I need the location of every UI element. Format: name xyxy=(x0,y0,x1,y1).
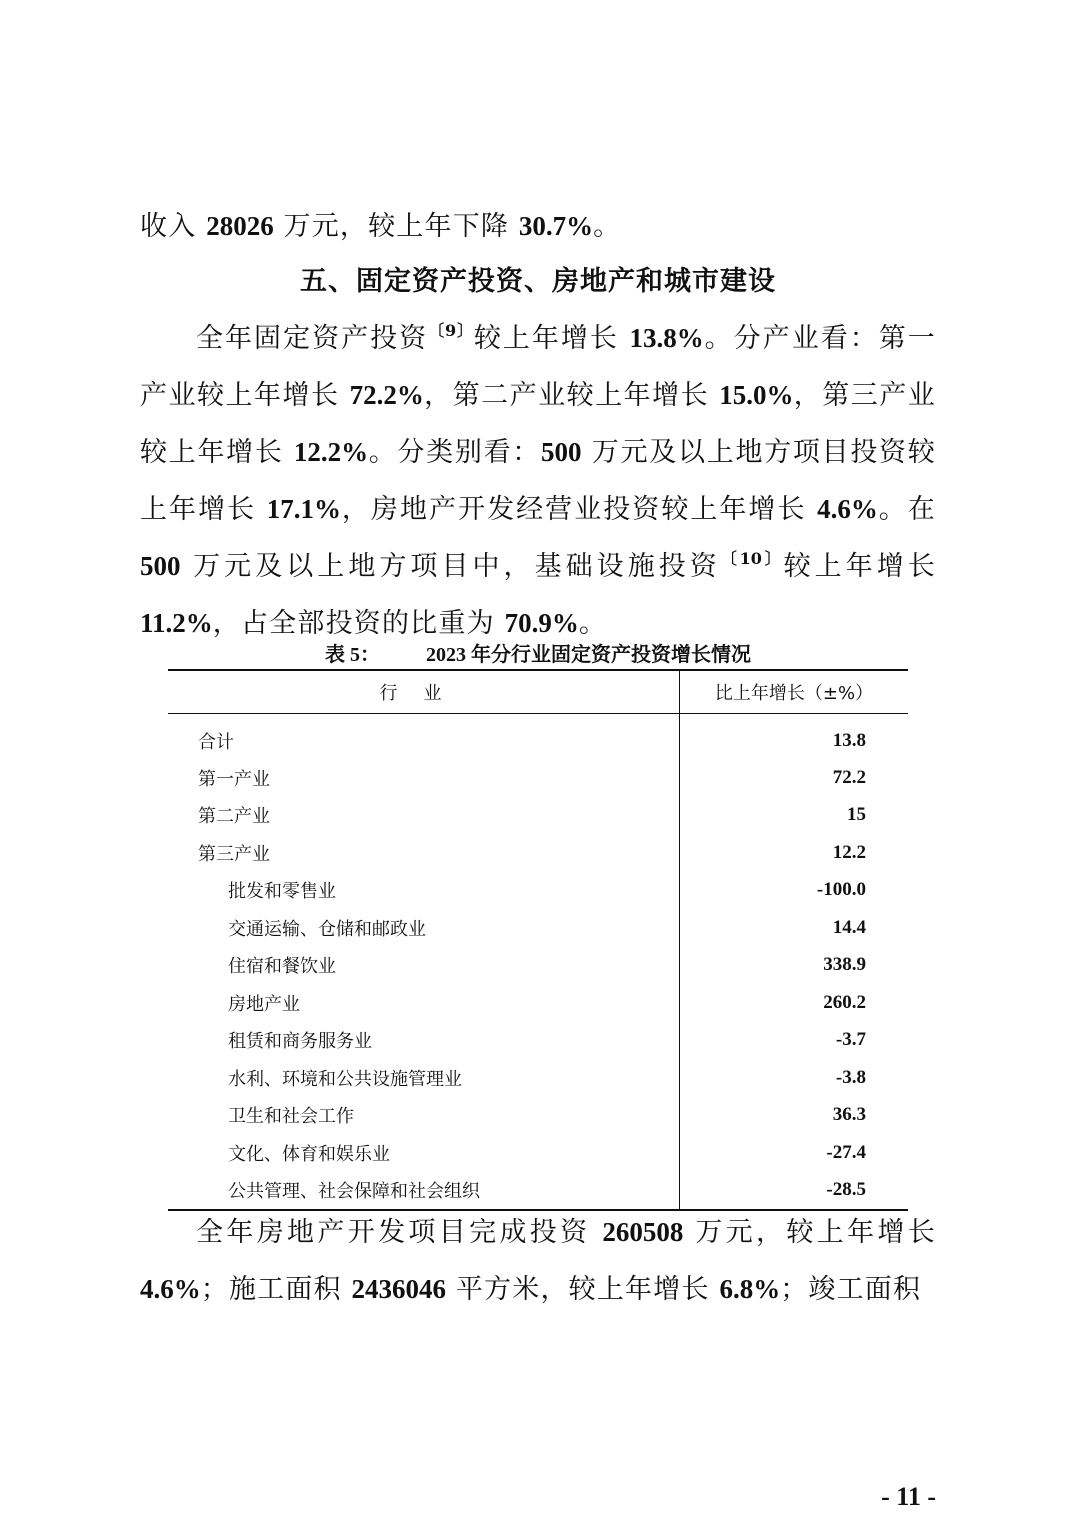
text: 万元，较上年下降 xyxy=(283,211,510,242)
industry-name: 卫生和社会工作 xyxy=(168,1097,680,1135)
text: 万元及以上地方项目中，基础设施投资 xyxy=(193,551,721,582)
growth-value: -27.4 xyxy=(826,1141,866,1163)
text: ，房地产开发经营业投资较上年增长 xyxy=(341,494,807,525)
footnote-ref: 〔9〕 xyxy=(428,321,474,340)
industry-name: 交通运输、仓储和邮政业 xyxy=(168,909,680,947)
number: 11.2% xyxy=(140,608,213,638)
table-row xyxy=(168,834,908,872)
table-row xyxy=(168,872,908,910)
number: 28026 xyxy=(206,211,274,241)
industry-name: 水利、环境和公共设施管理业 xyxy=(168,1059,680,1097)
footnote-ref: 〔10〕 xyxy=(720,549,784,568)
industry-name: 住宿和餐饮业 xyxy=(168,947,680,985)
number: 4.6% xyxy=(140,1274,201,1304)
industry-name: 房地产业 xyxy=(168,984,680,1022)
text: 万元，较上年增长 xyxy=(695,1217,936,1248)
number: 6.8% xyxy=(719,1274,781,1304)
table-row xyxy=(168,1059,908,1097)
text: 较上年增长 xyxy=(783,551,936,582)
text: ，第二产业较上年增长 xyxy=(423,380,710,411)
text: 万元及以上地方项目投资较上年增长 xyxy=(140,437,936,525)
text: 。分产业看：第一产业较上年增长 xyxy=(140,323,936,411)
growth-value: -28.5 xyxy=(826,1179,866,1201)
header-industry: 行业 xyxy=(168,670,680,714)
paragraph-real-estate xyxy=(140,1204,936,1318)
table-number: 表 5： xyxy=(325,644,380,666)
text: 平方米，较上年增长 xyxy=(455,1274,710,1305)
number: 13.8% xyxy=(629,323,704,353)
text: 。 xyxy=(578,608,608,639)
investment-growth-table xyxy=(168,669,908,1211)
growth-value: 14.4 xyxy=(832,916,866,938)
growth-value: 13.8 xyxy=(832,729,866,751)
text: ；竣工面积 xyxy=(780,1274,922,1305)
text: 较上年增长 xyxy=(473,323,619,354)
table-row xyxy=(168,1097,908,1135)
table-row xyxy=(168,714,908,760)
section-heading: 五、固定资产投资、房地产和城市建设 xyxy=(300,266,776,297)
growth-value: 15 xyxy=(847,804,866,826)
number: 70.9% xyxy=(504,608,579,638)
table-caption xyxy=(168,640,908,670)
industry-name: 第二产业 xyxy=(168,797,680,835)
text: ，第三产业较上年增长 xyxy=(140,380,936,468)
number: 500 xyxy=(541,437,582,467)
number: 260508 xyxy=(602,1217,684,1247)
table-row xyxy=(168,759,908,797)
paragraph-revenue xyxy=(140,198,936,255)
text: 。 xyxy=(593,211,622,242)
growth-value: -100.0 xyxy=(816,879,866,901)
number: 72.2% xyxy=(349,380,424,410)
industry-name: 公共管理、社会保障和社会组织 xyxy=(168,1172,680,1211)
growth-value: -3.8 xyxy=(835,1066,866,1088)
table-row xyxy=(168,1134,908,1172)
number: 17.1% xyxy=(266,494,342,524)
paragraph-fixed-asset-investment xyxy=(140,310,936,652)
text: ；施工面积 xyxy=(200,1274,342,1305)
text: ，占全部投资的比重为 xyxy=(212,608,495,639)
text: 全年固定资产投资 xyxy=(196,323,429,354)
growth-value: 36.3 xyxy=(832,1104,866,1126)
text: 全年房地产开发项目完成投资 xyxy=(196,1217,591,1248)
industry-name: 批发和零售业 xyxy=(168,872,680,910)
number: 4.6% xyxy=(817,494,878,524)
growth-value: 72.2 xyxy=(832,766,866,788)
number: 30.7% xyxy=(518,211,594,241)
number: 500 xyxy=(140,551,181,581)
table-header-row xyxy=(168,670,908,714)
industry-name: 租赁和商务服务业 xyxy=(168,1022,680,1060)
table-title: 2023 年分行业固定资产投资增长情况 xyxy=(426,644,751,666)
page-number: - 11 - xyxy=(881,1482,936,1511)
industry-name: 合计 xyxy=(168,714,680,760)
number: 15.0% xyxy=(719,380,794,410)
header-growth: 比上年增长（±%） xyxy=(680,670,909,714)
table-row xyxy=(168,909,908,947)
table-row xyxy=(168,947,908,985)
growth-value: -3.7 xyxy=(835,1029,866,1051)
industry-name: 第一产业 xyxy=(168,759,680,797)
text: 。分类别看： xyxy=(368,437,542,468)
growth-value: 260.2 xyxy=(823,991,866,1013)
table-row xyxy=(168,984,908,1022)
table-row xyxy=(168,1022,908,1060)
growth-value: 338.9 xyxy=(823,954,866,976)
text: 收入 xyxy=(140,211,197,242)
table-row xyxy=(168,797,908,835)
industry-name: 第三产业 xyxy=(168,834,680,872)
number: 12.2% xyxy=(293,437,369,467)
industry-name: 文化、体育和娱乐业 xyxy=(168,1134,680,1172)
growth-value: 12.2 xyxy=(832,841,866,863)
number: 2436046 xyxy=(351,1274,447,1304)
text: 。在 xyxy=(877,494,936,525)
